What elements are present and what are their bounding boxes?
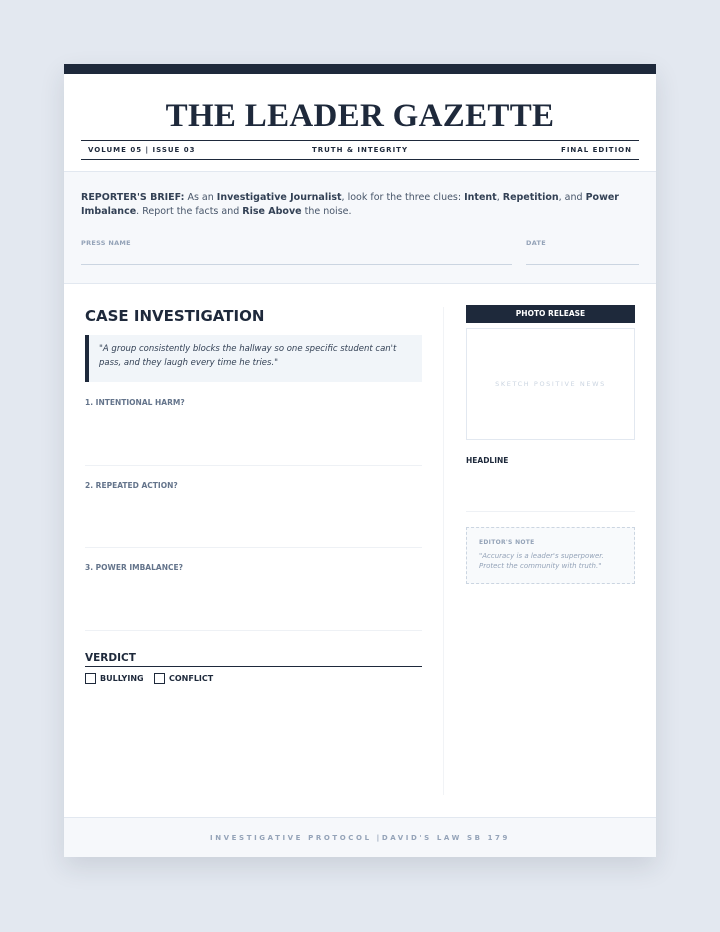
- column-divider: [443, 307, 444, 795]
- verdict-option-label: BULLYING: [100, 674, 144, 683]
- headline-field[interactable]: [466, 511, 635, 512]
- brief-keyword: Power Imbalance: [81, 192, 619, 217]
- verdict-option-bullying[interactable]: [85, 673, 144, 684]
- headline-label: HEADLINE: [466, 456, 509, 465]
- masthead-info-bar: [81, 140, 639, 160]
- brief-keyword: Repetition: [502, 192, 559, 203]
- worksheet-page: [64, 64, 656, 857]
- case-scenario-quote: "A group consistently blocks the hallway so one specific student can't pass, and they laugh every time he tries.": [85, 335, 422, 382]
- brief-keyword: Intent: [464, 192, 497, 203]
- press-name-label: PRESS NAME: [81, 239, 131, 247]
- brief-text-part: ,: [496, 192, 503, 203]
- question-repeated-action: 2. REPEATED ACTION?: [85, 481, 178, 490]
- photo-release-title: PHOTO RELEASE: [466, 305, 635, 323]
- masthead: [64, 74, 656, 168]
- checkbox-conflict[interactable]: [154, 673, 165, 684]
- edition-label: FINAL EDITION: [561, 146, 632, 154]
- brief-text-part: . Report the facts and: [136, 206, 243, 217]
- brief-keyword: Investigative Journalist: [216, 192, 342, 203]
- answer-line-2[interactable]: [85, 547, 422, 548]
- issue-number: VOLUME 05 | ISSUE 03: [88, 146, 196, 154]
- date-field[interactable]: [526, 264, 639, 265]
- verdict-option-conflict[interactable]: [154, 673, 213, 684]
- case-investigation-section: [85, 307, 422, 683]
- editors-note: [466, 527, 635, 584]
- photo-placeholder: SKETCH POSITIVE NEWS: [495, 380, 606, 388]
- verdict-title: VERDICT: [85, 652, 136, 664]
- photo-sketch-area[interactable]: [466, 328, 635, 440]
- verdict-underline: [85, 666, 422, 667]
- brief-text-part: the noise.: [301, 206, 352, 217]
- top-accent-bar: [64, 64, 656, 74]
- editors-note-label: EDITOR'S NOTE: [479, 539, 535, 546]
- checkbox-bullying[interactable]: [85, 673, 96, 684]
- brief-text-part: , and: [558, 192, 586, 203]
- brief-text-part: , look for the three clues:: [341, 192, 465, 203]
- brief-label: REPORTER'S BRIEF:: [81, 192, 185, 203]
- motto: TRUTH & INTEGRITY: [311, 146, 409, 154]
- answer-line-3[interactable]: [85, 630, 422, 631]
- brief-keyword: Rise Above: [242, 206, 302, 217]
- reporters-brief-panel: [64, 171, 656, 284]
- press-name-field[interactable]: [81, 264, 512, 265]
- sidebar-column: [466, 305, 635, 570]
- case-title: CASE INVESTIGATION: [85, 307, 265, 325]
- question-intentional-harm: 1. INTENTIONAL HARM?: [85, 398, 185, 407]
- footer: INVESTIGATIVE PROTOCOL |DAVID'S LAW SB 179: [64, 817, 656, 857]
- verdict-option-label: CONFLICT: [169, 674, 214, 683]
- brief-text: [81, 191, 639, 219]
- date-label: DATE: [526, 239, 546, 247]
- newspaper-title: THE LEADER GAZETTE: [165, 98, 555, 134]
- brief-text-part: As an: [184, 192, 217, 203]
- answer-line-1[interactable]: [85, 465, 422, 466]
- editors-note-text: "Accuracy is a leader's superpower. Protect the community with truth.": [479, 552, 604, 570]
- question-power-imbalance: 3. POWER IMBALANCE?: [85, 563, 183, 572]
